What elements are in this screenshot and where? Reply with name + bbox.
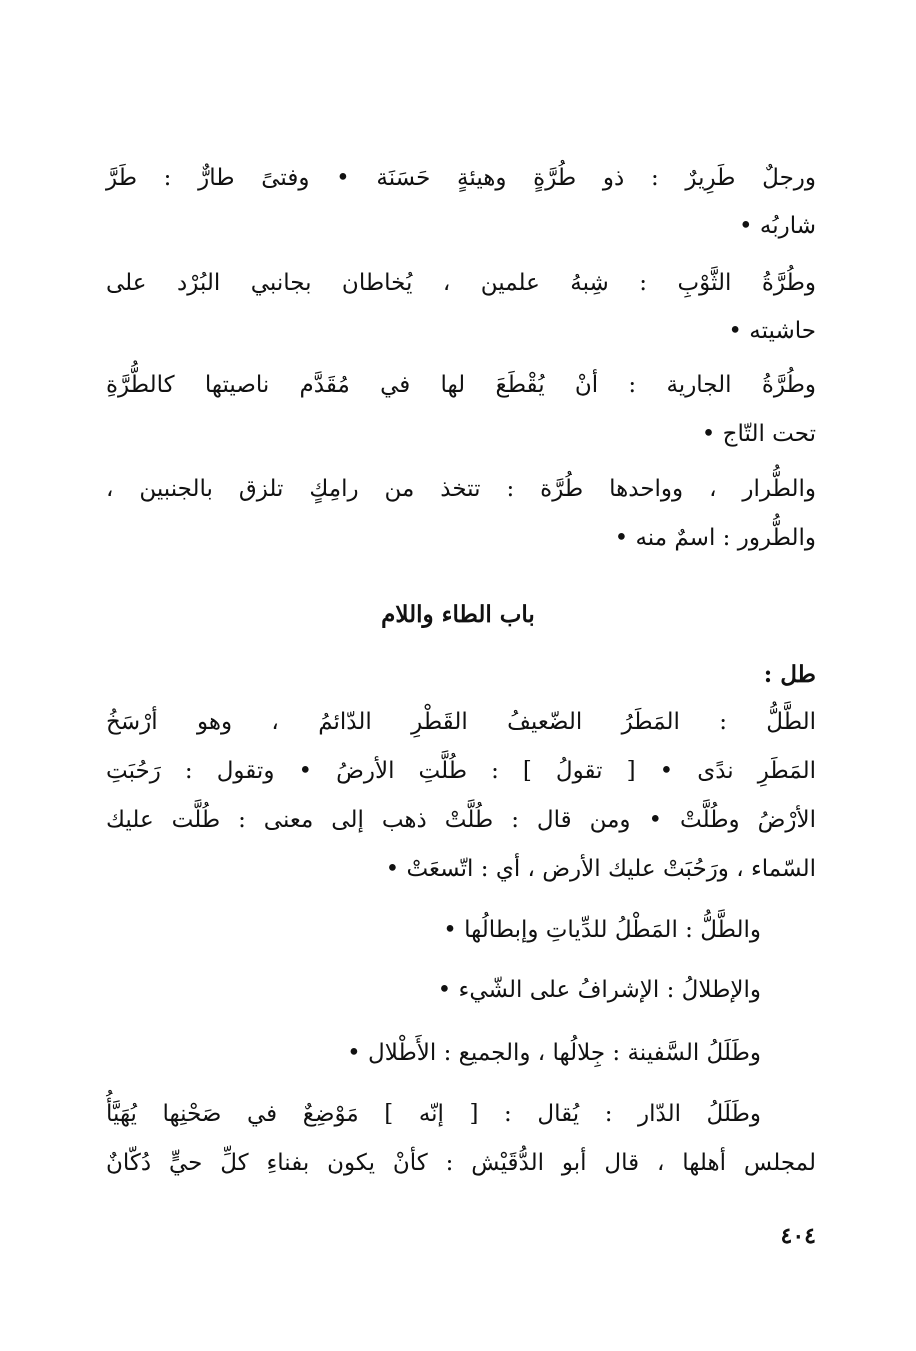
page-number: ٤٠٤ (780, 1223, 816, 1249)
text-line: والطُّرار ، وواحدها طُرَّة : تتخذ من رامِكٍ تلزق بالجنبين ، (106, 476, 816, 502)
text-line: والطَّلُّ : المَطْلُ للدِّياتِ وإبطالُها • (443, 917, 761, 943)
text-line: حاشيته • (728, 318, 816, 344)
text-line: والطُّرور : اسمٌ منه • (614, 525, 816, 551)
text-line: وطَلَلُ الدّار : يُقال : [ إنّه ] مَوْضِعٌ في صَحْنِها يُهَيَّأُ (106, 1101, 761, 1127)
text-line: تحت التّاج • (701, 421, 816, 447)
text-line: السّماء ، ورَحُبَتْ عليك الأرض ، أي : اتّسعَتْ • (385, 856, 816, 882)
text-line: ورجلٌ طَرِيرٌ : ذو طُرَّةٍ وهيئةٍ حَسَنَة • وفتىً طارٌّ : طَرَّ (106, 165, 816, 191)
entry-heading: طل : (763, 661, 816, 688)
text-line: وطُرَّةُ الجارية : أنْ يُقْطَعَ لها في مُقَدَّم ناصيتها كالطُّرَّةِ (106, 372, 816, 398)
text-line: لمجلس أهلها ، قال أبو الدُّقَيْش : كأنْ يكون بفناءِ كلِّ حيٍّ دُكّانٌ (106, 1150, 816, 1176)
text-line: الأرْضُ وطُلَّتْ • ومن قال : طُلَّتْ ذهب إلى معنى : طُلَّت عليك (106, 807, 816, 833)
text-line: وطَلَلُ السَّفينة : جِلالُها ، والجميع : الأَطْلال • (347, 1040, 761, 1066)
section-heading: باب الطاء واللام (381, 601, 535, 628)
text-line: الطَّلُّ : المَطَرُ الضّعيفُ القَطْرِ الدّائمُ ، وهو أرْسَخُ (106, 709, 816, 735)
text-line: والإطلالُ : الإشرافُ على الشّيء • (437, 977, 761, 1003)
text-line: شاربُه • (739, 213, 816, 239)
text-line: المَطَرِ ندًى • [ تقولُ ] : طُلَّتِ الأرضُ • وتقول : رَحُبَتِ (106, 758, 816, 784)
text-line: وطُرَّةُ الثَّوْبِ : شِبهُ علمين ، يُخاطان بجانبي البُرْد على (106, 270, 816, 296)
